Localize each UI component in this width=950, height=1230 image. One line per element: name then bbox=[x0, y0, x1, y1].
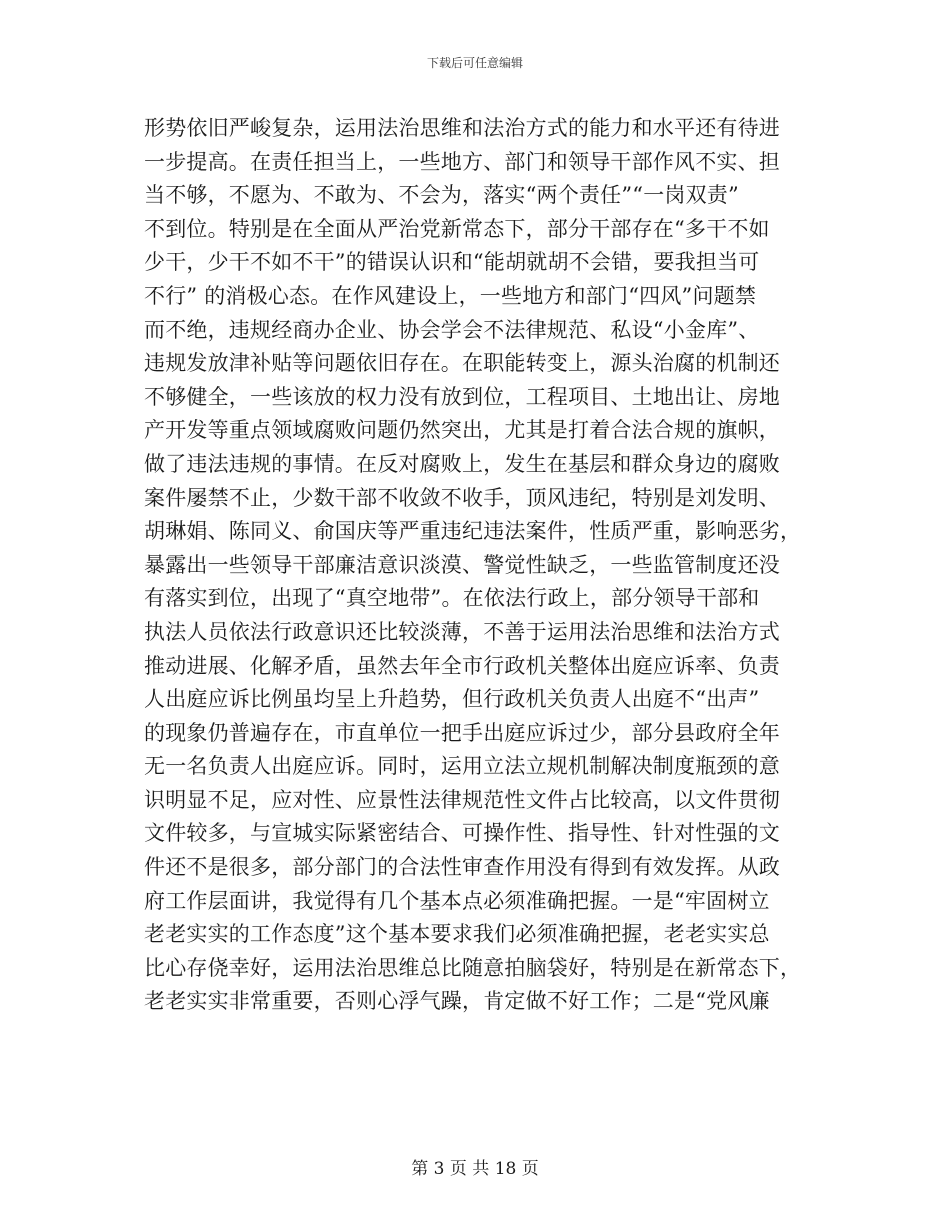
text-line-21: 识明显不足，应对性、应景性法律规范性文件占比较高，以文件贯彻 bbox=[144, 787, 780, 812]
page-footer: 第 3 页 共 18 页 bbox=[411, 1159, 539, 1179]
text-line-16: 执法人员依法行政意识还比较淡薄，不善于运用法治思维和法治方式 bbox=[144, 619, 780, 644]
text-line-7: 而不绝，违规经商办企业、协会学会不法律规范、私设“小金库”、 bbox=[144, 317, 760, 342]
text-line-25: 老老实实的工作态度”这个基本要求我们必须准确把握，老老实实总 bbox=[144, 922, 770, 947]
text-line-2: 一步提高。在责任担当上，一些地方、部门和领导干部作风不实、担 bbox=[144, 149, 780, 174]
text-line-14: 暴露出一些领导干部廉洁意识淡漠、警觉性缺乏，一些监管制度还没 bbox=[144, 552, 780, 577]
text-line-22: 文件较多，与宣城实际紧密结合、可操作性、指导性、针对性强的文 bbox=[144, 821, 780, 846]
text-line-19: 的现象仍普遍存在，市直单位一把手出庭应诉过少，部分县政府全年 bbox=[144, 720, 780, 745]
page-header: 下载后可任意编辑 bbox=[426, 56, 523, 70]
text-line-27: 老老实实非常重要，否则心浮气躁，肯定做不好工作；二是“党风廉 bbox=[144, 989, 770, 1014]
text-line-11: 做了违法违规的事情。在反对腐败上，发生在基层和群众身边的腐败 bbox=[144, 451, 780, 476]
text-line-12: 案件屡禁不止，少数干部不收敛不收手，顶风违纪，特别是刘发明、 bbox=[144, 485, 780, 510]
text-line-8: 违规发放津补贴等问题依旧存在。在职能转变上，源头治腐的机制还 bbox=[144, 351, 780, 376]
text-line-17: 推动进展、化解矛盾，虽然去年全市行政机关整体出庭应诉率、负责 bbox=[144, 653, 780, 678]
text-line-10: 产开发等重点领域腐败问题仍然突出，尤其是打着合法合规的旗帜， bbox=[144, 418, 780, 443]
text-line-1: 形势依旧严峻复杂，运用法治思维和法治方式的能力和水平还有待进 bbox=[144, 116, 780, 140]
text-line-18: 人出庭应诉比例虽均呈上升趋势，但行政机关负责人出庭不“出声” bbox=[144, 687, 760, 712]
text-line-20: 无一名负责人出庭应诉。同时，运用立法立规机制解决制度瓶颈的意 bbox=[144, 754, 780, 779]
text-line-6: 不行” 的消极心态。在作风建设上，一些地方和部门“四风”问题禁 bbox=[144, 283, 757, 308]
text-line-23: 件还不是很多，部分部门的合法性审查作用没有得到有效发挥。从政 bbox=[144, 855, 780, 880]
text-line-15: 有落实到位，出现了“真空地带”。在依法行政上，部分领导干部和 bbox=[144, 586, 760, 611]
text-line-3: 当不够，不愿为、不敢为、不会为，落实“两个责任”“一岗双责” bbox=[144, 183, 739, 208]
text-line-5: 少干，少干不如不干”的错误认识和“能胡就胡不会错，要我担当可 bbox=[144, 250, 760, 275]
document-body bbox=[144, 112, 844, 1019]
text-line-4: 不到位。特别是在全面从严治党新常态下，部分干部存在“多干不如 bbox=[144, 216, 770, 241]
text-line-13: 胡琳娟、陈同义、俞国庆等严重违纪违法案件，性质严重，影响恶劣， bbox=[144, 519, 802, 544]
text-line-24: 府工作层面讲，我觉得有几个基本点必须准确把握。一是“牢固树立 bbox=[144, 888, 770, 913]
text-line-26: 比心存侥幸好，运用法治思维总比随意拍脑袋好，特别是在新常态下， bbox=[144, 955, 802, 980]
text-line-9: 不够健全，一些该放的权力没有放到位，工程项目、土地出让、房地 bbox=[144, 384, 780, 409]
